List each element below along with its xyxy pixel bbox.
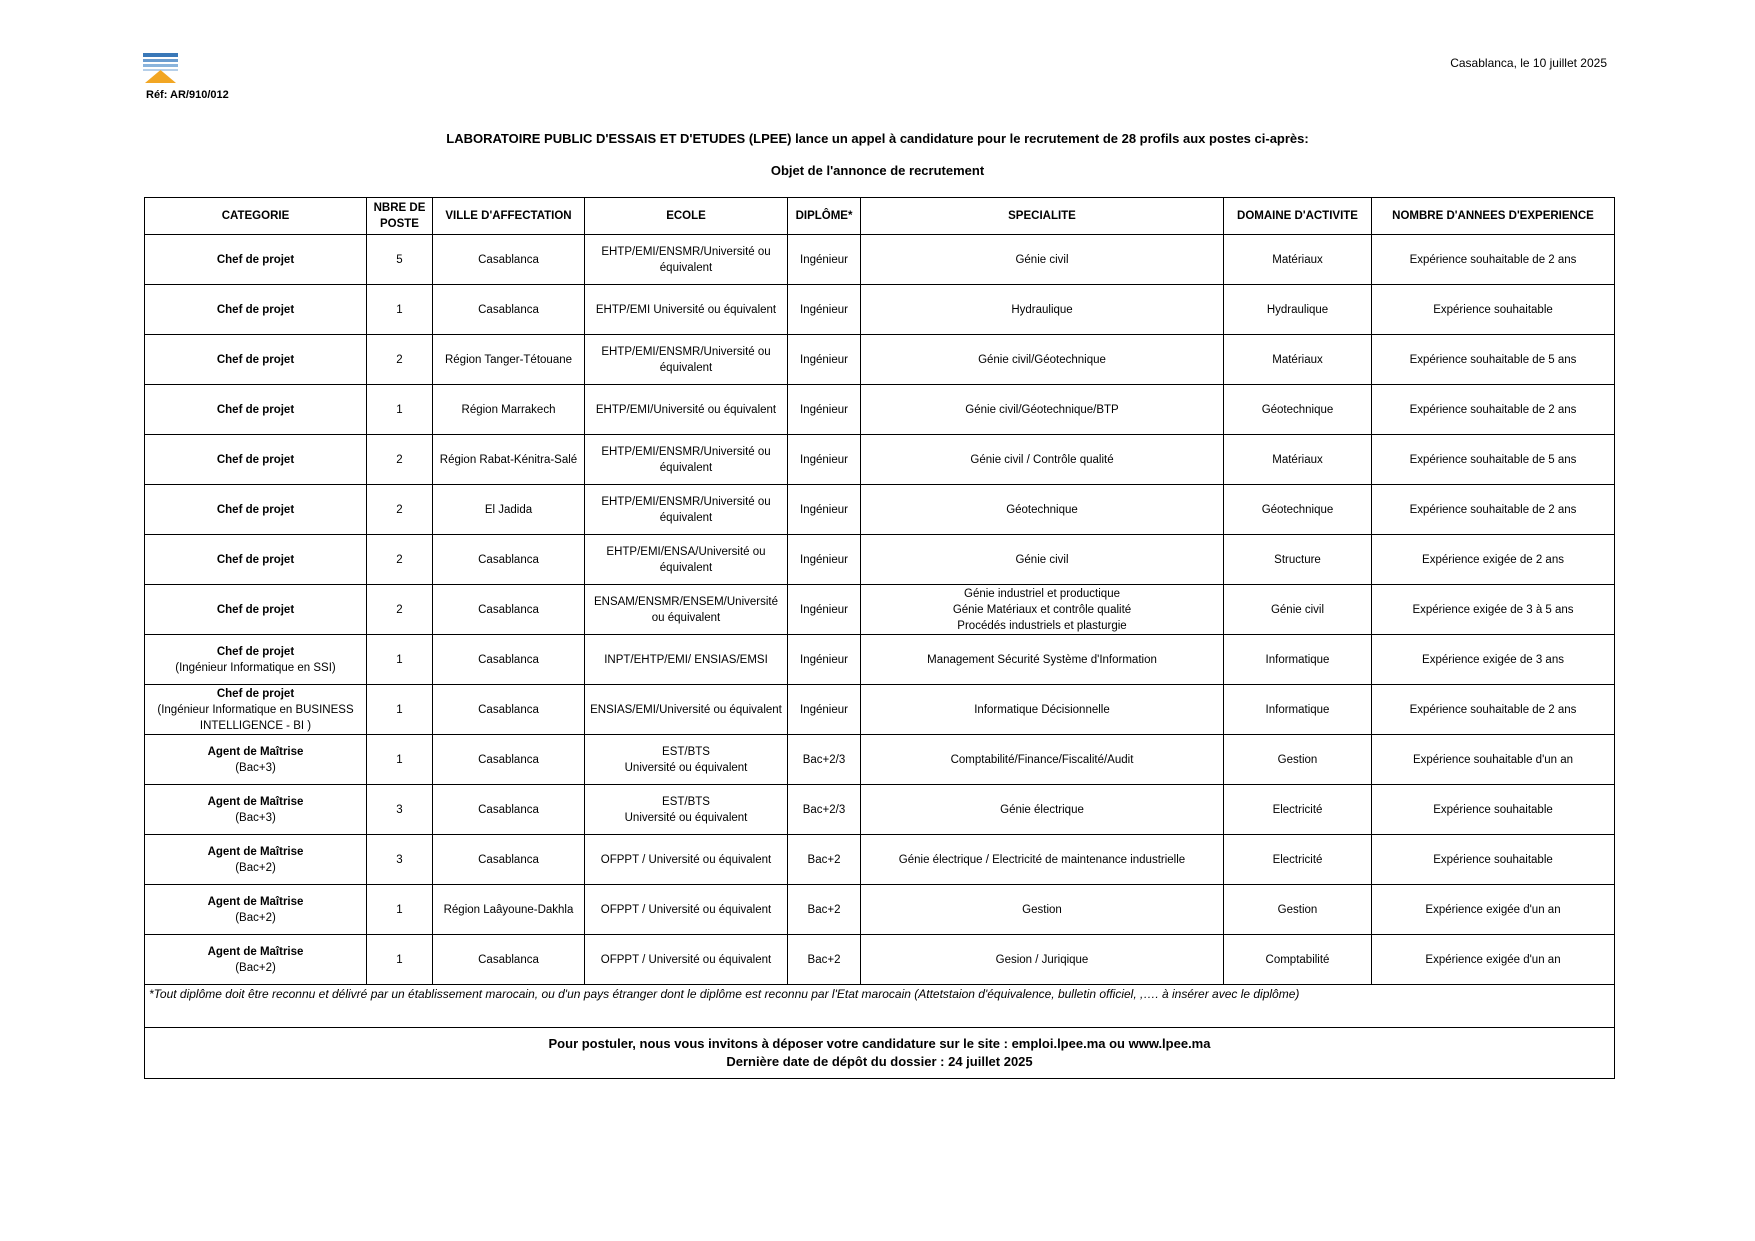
col-header-specialite: SPECIALITE [861,198,1224,235]
diplome-cell: Bac+2/3 [788,735,861,785]
specialite-cell [861,385,1224,435]
categorie-cell [145,585,367,635]
ecole-cell [585,585,788,635]
table-header-row [145,198,1615,235]
ville-cell: Casablanca [433,235,585,285]
apply-row [145,1028,1615,1079]
experience-cell: Expérience exigée de 3 à 5 ans [1372,585,1615,635]
categorie-cell [145,235,367,285]
categorie-title: Chef de projet [216,553,295,566]
nbre-cell: 2 [367,535,433,585]
specialite-cell [861,635,1224,685]
specialite-cell [861,535,1224,585]
nbre-cell: 1 [367,385,433,435]
categorie-title: Chef de projet [216,603,295,616]
ecole-cell [585,685,788,735]
categorie-cell [145,935,367,985]
specialite-cell [861,585,1224,635]
nbre-cell: 1 [367,285,433,335]
categorie-cell [145,885,367,935]
diplome-cell: Ingénieur [788,385,861,435]
experience-cell: Expérience souhaitable de 2 ans [1372,685,1615,735]
domaine-cell: Géotechnique [1224,485,1372,535]
categorie-subtitle: (Bac+2) [235,961,276,974]
ville-cell: Casablanca [433,535,585,585]
categorie-title: Agent de Maîtrise [207,845,304,858]
table-row [145,885,1615,935]
nbre-cell: 2 [367,435,433,485]
ecole-cell [585,385,788,435]
col-header-ville: VILLE D'AFFECTATION [433,198,585,235]
diplome-cell: Ingénieur [788,635,861,685]
ecole-line: ou équivalent [651,611,721,624]
domaine-cell: Matériaux [1224,335,1372,385]
categorie-subtitle: (Bac+2) [235,911,276,924]
nbre-cell: 2 [367,585,433,635]
experience-cell: Expérience souhaitable de 2 ans [1372,235,1615,285]
categorie-subtitle: (Bac+2) [235,861,276,874]
ecole-cell [585,935,788,985]
categorie-title: Chef de projet [216,353,295,366]
table-row [145,585,1615,635]
ville-cell: Casablanca [433,785,585,835]
reference-number: Réf: AR/910/012 [146,89,229,101]
ecole-line: équivalent [659,461,713,474]
domaine-cell: Comptabilité [1224,935,1372,985]
table-row [145,485,1615,535]
announcement-subject: Objet de l'annonce de recrutement [770,163,985,178]
diplome-cell: Bac+2 [788,935,861,985]
ecole-line: équivalent [659,511,713,524]
ecole-line: ENSIAS/EMI/Université ou équivalent [590,703,782,716]
categorie-title: Chef de projet [216,403,295,416]
categorie-subtitle: (Bac+3) [235,811,276,824]
domaine-cell: Matériaux [1224,435,1372,485]
ecole-line: EST/BTS [662,795,710,808]
categorie-cell [145,285,367,335]
nbre-cell: 1 [367,685,433,735]
categorie-title: Agent de Maîtrise [207,895,304,908]
diplome-cell: Ingénieur [788,535,861,585]
table-row [145,935,1615,985]
diplome-cell: Bac+2/3 [788,785,861,835]
table-row [145,435,1615,485]
diploma-footnote: *Tout diplôme doit être reconnu et délivré par un établissement marocain, ou d'un pays étranger dont le diplôme est reconnu par l'Etat marocain (Attetstaion d'équivalence, bulletin officiel, ,…. à insérer avec le diplôme) [145,985,1615,1028]
ecole-line: OFPPT / Université ou équivalent [600,903,772,916]
experience-cell: Expérience souhaitable d'un an [1372,735,1615,785]
experience-cell: Expérience souhaitable de 2 ans [1372,385,1615,435]
categorie-subtitle: (Ingénieur Informatique en BUSINESS INTELLIGENCE - BI ) [157,703,354,732]
domaine-cell: Hydraulique [1224,285,1372,335]
ecole-line: EST/BTS [662,745,710,758]
categorie-cell [145,685,367,735]
ecole-line: équivalent [659,261,713,274]
announcement-intro: LABORATOIRE PUBLIC D'ESSAIS ET D'ETUDES (LPEE) lance un appel à candidature pour le recrutement de 28 profils aux postes ci-après: [446,131,1309,146]
categorie-title: Agent de Maîtrise [207,945,304,958]
specialite-cell [861,835,1224,885]
lpee-logo [143,53,178,83]
specialite-line: Génie civil [1015,553,1069,566]
ecole-cell [585,435,788,485]
diplome-cell: Bac+2 [788,835,861,885]
domaine-cell: Gestion [1224,885,1372,935]
diplome-cell: Ingénieur [788,235,861,285]
specialite-cell [861,235,1224,285]
specialite-cell [861,285,1224,335]
ecole-line: EHTP/EMI/ENSMR/Université ou [601,345,771,358]
ecole-line: EHTP/EMI/ENSA/Université ou [606,545,766,558]
nbre-cell: 3 [367,785,433,835]
domaine-cell: Gestion [1224,735,1372,785]
experience-cell: Expérience souhaitable [1372,285,1615,335]
categorie-cell [145,485,367,535]
diplome-cell: Ingénieur [788,685,861,735]
ville-cell: Casablanca [433,635,585,685]
table-row [145,685,1615,735]
table-row [145,335,1615,385]
domaine-cell: Matériaux [1224,235,1372,285]
categorie-cell [145,535,367,585]
diplome-cell: Ingénieur [788,585,861,635]
specialite-line: Génie civil [1015,253,1069,266]
experience-cell: Expérience exigée d'un an [1372,885,1615,935]
domaine-cell: Electricité [1224,835,1372,885]
specialite-line: Génie électrique [1000,803,1084,816]
categorie-cell [145,635,367,685]
ville-cell: Casablanca [433,285,585,335]
categorie-cell [145,385,367,435]
specialite-line: Génie civil/Géotechnique [978,353,1106,366]
categorie-title: Chef de projet [216,645,295,658]
ecole-line: EHTP/EMI/ENSMR/Université ou [601,495,771,508]
specialite-cell [861,935,1224,985]
nbre-cell: 1 [367,735,433,785]
diplome-cell: Ingénieur [788,485,861,535]
ecole-cell [585,735,788,785]
col-header-diplome: DIPLÔME* [788,198,861,235]
ecole-line: équivalent [659,361,713,374]
domaine-cell: Géotechnique [1224,385,1372,435]
specialite-line: Informatique Décisionnelle [974,703,1110,716]
ecole-line: Université ou équivalent [624,761,748,774]
diplome-cell: Bac+2 [788,885,861,935]
ecole-cell [585,785,788,835]
categorie-title: Chef de projet [216,303,295,316]
specialite-line: Génie industriel et productique [964,587,1120,600]
specialite-line: Génie électrique / Electricité de maintenance industrielle [898,853,1186,866]
table-body [145,235,1615,985]
diplome-cell: Ingénieur [788,435,861,485]
specialite-cell [861,685,1224,735]
specialite-line: Génie Matériaux et contrôle qualité [952,603,1132,616]
table-row [145,385,1615,435]
deadline: Dernière date de dépôt du dossier : 24 juillet 2025 [726,1054,1033,1069]
recruitment-table [144,197,1615,1079]
diplome-cell: Ingénieur [788,285,861,335]
ecole-cell [585,635,788,685]
specialite-line: Géotechnique [1006,503,1078,516]
categorie-title: Agent de Maîtrise [207,745,304,758]
ecole-line: OFPPT / Université ou équivalent [600,853,772,866]
domaine-cell: Informatique [1224,635,1372,685]
ecole-cell [585,835,788,885]
table-row [145,785,1615,835]
ville-cell: Casablanca [433,735,585,785]
specialite-line: Management Sécurité Système d'Information [927,653,1157,666]
domaine-cell: Informatique [1224,685,1372,735]
categorie-title: Agent de Maîtrise [207,795,304,808]
specialite-cell [861,735,1224,785]
ville-cell: Région Marrakech [433,385,585,435]
ville-cell: Casablanca [433,835,585,885]
categorie-title: Chef de projet [216,503,295,516]
table-row [145,235,1615,285]
col-header-ecole: ECOLE [585,198,788,235]
categorie-subtitle: (Bac+3) [235,761,276,774]
ecole-line: INPT/EHTP/EMI/ ENSIAS/EMSI [604,653,768,666]
experience-cell: Expérience exigée de 2 ans [1372,535,1615,585]
document-date: Casablanca, le 10 juillet 2025 [1450,56,1607,70]
categorie-title: Chef de projet [216,687,295,700]
ecole-cell [585,535,788,585]
categorie-subtitle: (Ingénieur Informatique en SSI) [175,661,336,674]
ecole-cell [585,285,788,335]
col-header-nbre-poste: NBRE DE POSTE [367,198,433,235]
nbre-cell: 2 [367,335,433,385]
table-row [145,735,1615,785]
experience-cell: Expérience exigée d'un an [1372,935,1615,985]
specialite-line: Génie civil/Géotechnique/BTP [965,403,1119,416]
specialite-cell [861,485,1224,535]
domaine-cell: Electricité [1224,785,1372,835]
ecole-cell [585,235,788,285]
ecole-line: EHTP/EMI/ENSMR/Université ou [601,445,771,458]
nbre-cell: 3 [367,835,433,885]
specialite-line: Hydraulique [1011,303,1073,316]
diplome-cell: Ingénieur [788,335,861,385]
ecole-line: EHTP/EMI/Université ou équivalent [595,403,777,416]
categorie-cell [145,435,367,485]
col-header-experience: NOMBRE D'ANNEES D'EXPERIENCE [1372,198,1615,235]
specialite-line: Génie civil / Contrôle qualité [970,453,1114,466]
specialite-cell [861,335,1224,385]
table-row [145,285,1615,335]
ecole-line: OFPPT / Université ou équivalent [600,953,772,966]
ecole-line: EHTP/EMI/ENSMR/Université ou [601,245,771,258]
experience-cell: Expérience souhaitable [1372,835,1615,885]
experience-cell: Expérience exigée de 3 ans [1372,635,1615,685]
ville-cell: Casablanca [433,685,585,735]
experience-cell: Expérience souhaitable de 5 ans [1372,435,1615,485]
ecole-cell [585,335,788,385]
experience-cell: Expérience souhaitable [1372,785,1615,835]
nbre-cell: 2 [367,485,433,535]
ville-cell: Casablanca [433,935,585,985]
ecole-line: ENSAM/ENSMR/ENSEM/Université [593,595,779,608]
specialite-line: Procédés industriels et plasturgie [957,619,1127,632]
nbre-cell: 5 [367,235,433,285]
categorie-cell [145,735,367,785]
specialite-cell [861,435,1224,485]
table-row [145,535,1615,585]
apply-cell [145,1028,1615,1079]
ecole-line: EHTP/EMI Université ou équivalent [595,303,777,316]
nbre-cell: 1 [367,635,433,685]
experience-cell: Expérience souhaitable de 2 ans [1372,485,1615,535]
col-header-domaine: DOMAINE D'ACTIVITE [1224,198,1372,235]
domaine-cell: Génie civil [1224,585,1372,635]
specialite-line: Comptabilité/Finance/Fiscalité/Audit [950,753,1134,766]
experience-cell: Expérience souhaitable de 5 ans [1372,335,1615,385]
nbre-cell: 1 [367,885,433,935]
specialite-cell [861,885,1224,935]
table-row [145,635,1615,685]
apply-instructions: Pour postuler, nous vous invitons à déposer votre candidature sur le site : emploi.lpee.ma ou www.lpee.ma [548,1036,1211,1051]
categorie-title: Chef de projet [216,453,295,466]
ville-cell: Région Tanger-Tétouane [433,335,585,385]
categorie-cell [145,785,367,835]
col-header-categorie: CATEGORIE [145,198,367,235]
table-row [145,835,1615,885]
ville-cell: El Jadida [433,485,585,535]
footnote-row [145,985,1615,1028]
ecole-line: Université ou équivalent [624,811,748,824]
nbre-cell: 1 [367,935,433,985]
specialite-line: Gesion / Juriqique [995,953,1089,966]
categorie-cell [145,335,367,385]
categorie-cell [145,835,367,885]
ecole-line: équivalent [659,561,713,574]
specialite-cell [861,785,1224,835]
ville-cell: Casablanca [433,585,585,635]
specialite-line: Gestion [1022,903,1062,916]
ville-cell: Région Rabat-Kénitra-Salé [433,435,585,485]
categorie-title: Chef de projet [216,253,295,266]
domaine-cell: Structure [1224,535,1372,585]
ville-cell: Région Laâyoune-Dakhla [433,885,585,935]
ecole-cell [585,485,788,535]
ecole-cell [585,885,788,935]
